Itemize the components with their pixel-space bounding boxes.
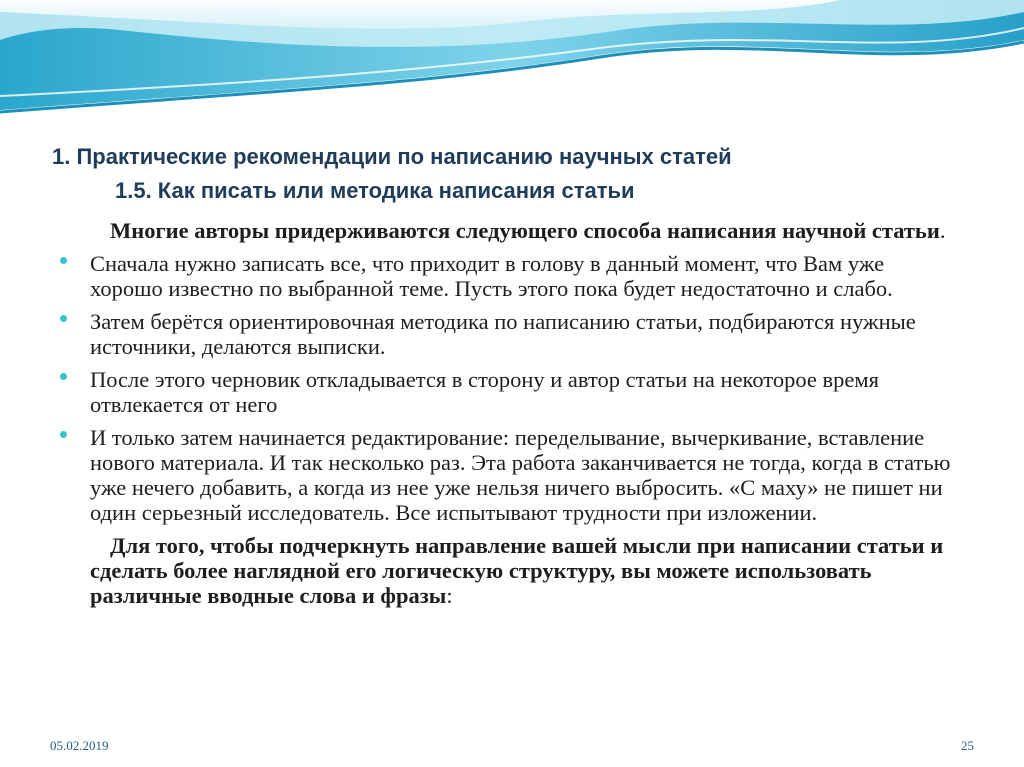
slide-body <box>58 218 958 608</box>
intro-tail-text: . <box>939 218 946 243</box>
closing-tail-text: : <box>446 583 453 608</box>
title-line-2: 1.5. Как писать или методика написания статьи <box>115 178 635 203</box>
list-item-text: Затем берётся ориентировочная методика по написанию статьи, подбираются нужные источники, делаются выписки. <box>90 309 916 359</box>
title-line-1: 1. Практические рекомендации по написанию научных статей <box>52 144 732 169</box>
bullet-dot-icon <box>60 315 67 322</box>
bullet-list <box>58 251 958 525</box>
bullet-dot-icon <box>60 257 67 264</box>
closing-paragraph <box>58 533 958 608</box>
bullet-dot-icon <box>60 373 67 380</box>
footer-date: 05.02.2019 <box>50 738 109 753</box>
intro-paragraph <box>58 218 958 243</box>
list-item <box>58 425 958 525</box>
intro-bold-text: Многие авторы придерживаются следующего способа написания научной статьи <box>110 218 940 243</box>
footer-page-number: 25 <box>961 738 974 753</box>
list-item-text: Сначала нужно записать все, что приходит в голову в данный момент, что Вам уже хорошо известно по выбранной теме. Пусть этого пока будет недостаточно и слабо. <box>90 251 893 301</box>
header-wave-decoration <box>0 0 1024 130</box>
list-item-text: После этого черновик откладывается в сторону и автор статьи на некоторое время отвлекается от него <box>90 367 879 417</box>
bullet-dot-icon <box>60 431 67 438</box>
closing-bold-text: Для того, чтобы подчеркнуть направление вашей мысли при написании статьи и сделать более наглядной его логическую структуру, вы можете использовать различные вводные слова и фразы <box>90 533 944 608</box>
list-item <box>58 309 958 359</box>
list-item-text: И только затем начинается редактирование: переделывание, вычеркивание, вставление нового материала. И так несколько раз. Эта работа заканчивается не тогда, когда в статью уже нечего добавить, а когда из нее уже нельзя ничего выбросить. «С маху» не пишет ни один серьезный исследователь. Все испытывают трудности при изложении. <box>90 425 951 525</box>
list-item <box>58 251 958 301</box>
list-item <box>58 367 958 417</box>
slide-title <box>52 140 992 208</box>
